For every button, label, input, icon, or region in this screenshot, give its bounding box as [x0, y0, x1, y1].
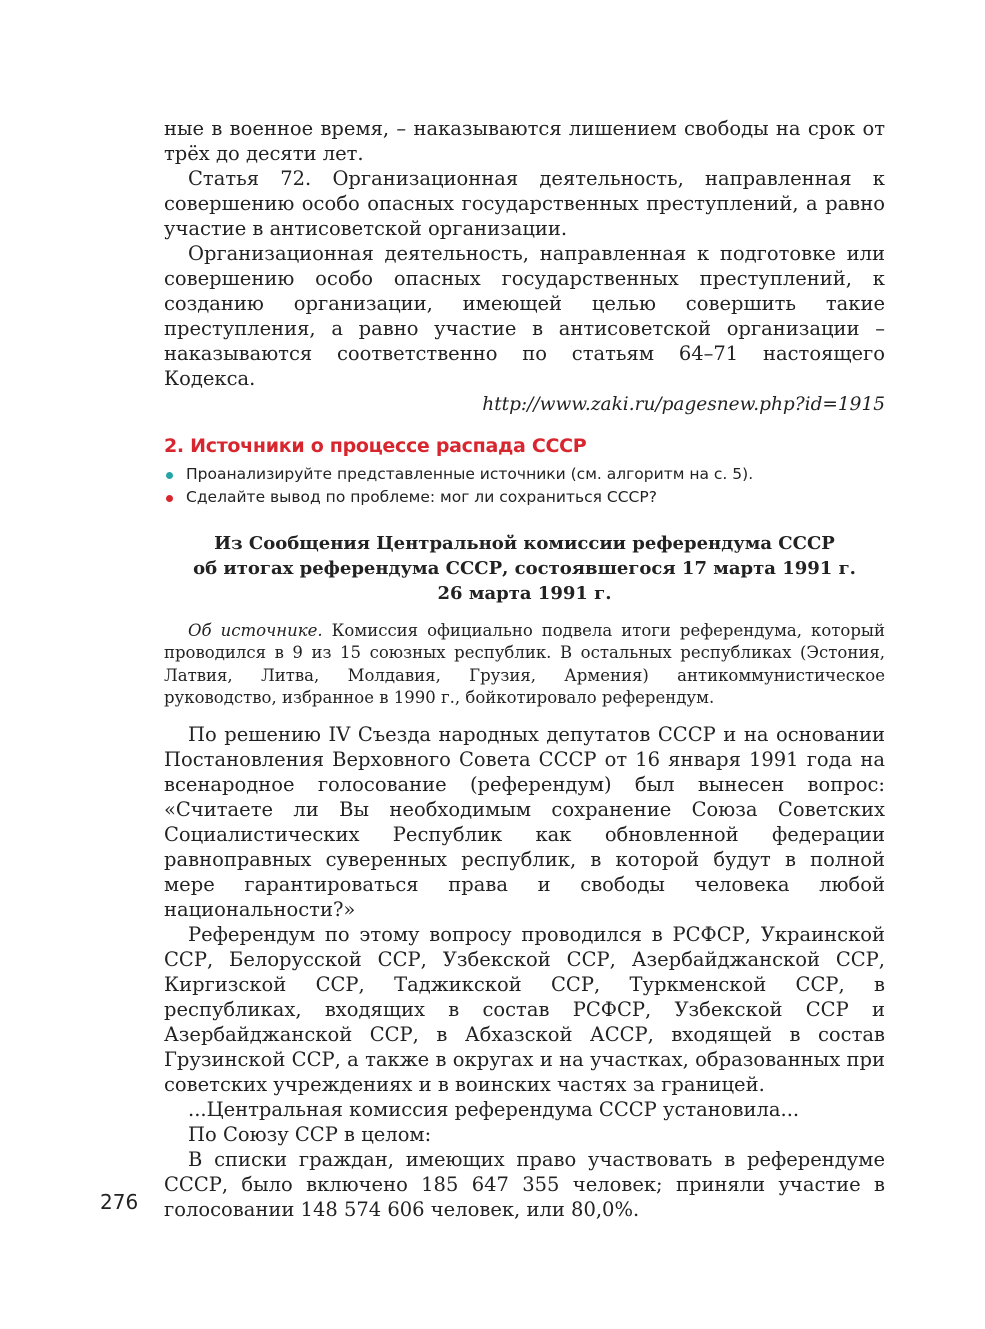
text-column	[164, 116, 885, 1222]
source-url: http://www.zaki.ru/pagesnew.php?id=1915	[482, 394, 885, 415]
intro-paragraph-1: ные в военное время, – наказываются лишением свободы на срок от трёх до десяти лет.	[164, 117, 885, 165]
task-item	[186, 463, 885, 486]
document-title-line: об итогах референдума СССР, состоявшегося 17 марта 1991 г.	[193, 558, 856, 579]
task-list	[164, 463, 885, 509]
task-item	[186, 486, 885, 509]
document-date: 26 марта 1991 г.	[437, 583, 612, 604]
page-number: 276	[100, 1190, 139, 1214]
task-text: Сделайте вывод по проблеме: мог ли сохраниться СССР?	[186, 488, 657, 506]
bullet-icon	[166, 495, 173, 502]
bullet-icon	[166, 472, 173, 479]
document-title	[164, 531, 885, 606]
document-title-line: Из Сообщения Центральной комиссии референдума СССР	[214, 533, 835, 554]
about-source-label: Об источнике.	[188, 621, 323, 640]
body-paragraph: В списки граждан, имеющих право участвовать в референдуме СССР, было включено 185 647 355 человек; приняли участие в голосовании 148 574 606 человек, или 80,0%.	[164, 1148, 885, 1222]
task-text: Проанализируйте представленные источники (см. алгоритм на с. 5).	[186, 465, 754, 483]
about-source	[164, 620, 885, 709]
body-paragraph: По Союзу ССР в целом:	[188, 1123, 432, 1147]
intro-paragraph-2: Статья 72. Организационная деятельность, направленная к совершению особо опасных государственных преступлений, а равно участие в антисоветской организации.	[164, 167, 885, 240]
body-paragraph: По решению IV Съезда народных депутатов СССР и на основании Постановления Верховного Совета СССР от 16 января 1991 года на всенародное голосование (референдум) был вынесен вопрос: «Считаете ли Вы необходимым сохранение Союза Советских Социалистических Республик как обновленной федерации равноправных суверенных республик, в которой будут в полной мере гарантироваться права и свободы человека любой национальности?»	[164, 723, 885, 922]
body-paragraph: ...Центральная комиссия референдума СССР установила...	[188, 1098, 800, 1122]
intro-paragraph-3: Организационная деятельность, направленная к подготовке или совершению особо опасных государственных преступлений, к созданию организации, имеющей целью совершить такие преступления, а равно участие в антисоветской организации – наказываются соответственно по статьям 64–71 настоящего Кодекса.	[164, 242, 885, 390]
document-body	[164, 722, 885, 1222]
about-source-text: Комиссия официально подвела итоги референдума, который проводился в 9 из 15 союзных республик. В остальных республиках (Эстония, Латвия, Литва, Молдавия, Грузия, Армения) антикоммунистическое руководство, избранное в 1990 г., бойкотировало референдум.	[164, 621, 886, 707]
body-paragraph: Референдум по этому вопросу проводился в РСФСР, Украинской ССР, Белорусской ССР, Узбекской ССР, Азербайджанской ССР, Киргизской ССР, Таджикской ССР, Туркменской ССР, в республиках, входящих в состав РСФСР, Узбекской ССР и Азербайджанской ССР, в Абхазской АССР, входящей в состав Грузинской ССР, а также в округах и на участках, образованных при советских учреждениях и в воинских частях за границей.	[164, 923, 885, 1097]
section-title: 2. Источники о процессе распада СССР	[164, 435, 587, 457]
